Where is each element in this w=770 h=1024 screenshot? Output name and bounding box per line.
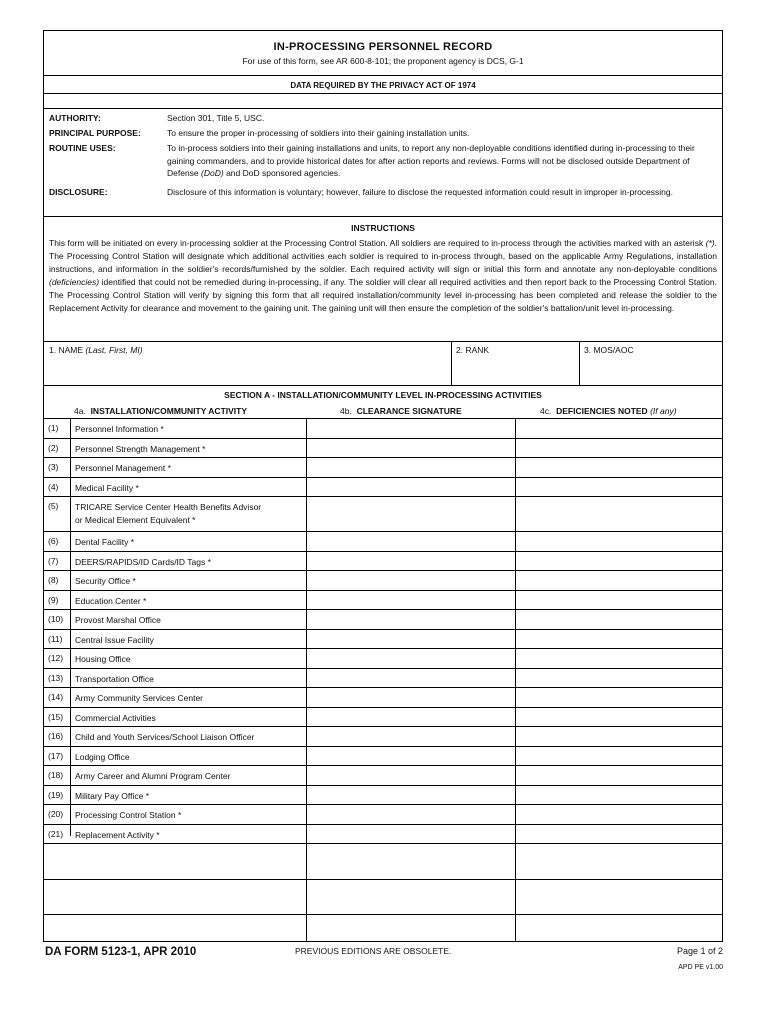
column-signature-header: 4b. CLEARANCE SIGNATURE [340, 406, 462, 416]
row-number: (6) [48, 536, 59, 546]
activity-name: Central Issue Facility [75, 634, 154, 645]
activity-name: Commercial Activities [75, 712, 156, 723]
row-number: (10) [48, 614, 64, 624]
divider [44, 216, 722, 217]
authority-label: AUTHORITY: [49, 113, 101, 123]
activity-name: Replacement Activity * [75, 829, 160, 840]
row-number: (4) [48, 481, 59, 492]
activity-name: Transportation Office [75, 673, 154, 684]
authority-text: Section 301, Title 5, USC. [167, 113, 265, 123]
table-row [44, 418, 722, 439]
table-row [44, 804, 722, 825]
name-field-label: 1. NAME (Last, First, MI) [49, 345, 143, 355]
table-row [44, 477, 722, 498]
activity-name: Education Center * [75, 595, 147, 606]
row-number: (7) [48, 555, 59, 566]
row-number: (17) [48, 750, 64, 761]
table-row [44, 707, 722, 728]
activity-name: Military Pay Office * [75, 790, 150, 801]
table-row [44, 457, 722, 478]
table-row [44, 668, 722, 689]
blank-row[interactable] [44, 914, 722, 950]
column-activity-header: 4a. INSTALLATION/COMMUNITY ACTIVITY [74, 406, 248, 416]
table-row [44, 438, 722, 459]
divider [579, 341, 580, 385]
activity-name: Processing Control Station * [75, 810, 182, 820]
table-row [44, 551, 722, 572]
form-id: DA FORM 5123-1, APR 2010 [45, 946, 197, 958]
activity-name: Security Office * [75, 576, 136, 586]
table-row [44, 726, 722, 747]
page-number: Page 1 of 2 [676, 946, 723, 956]
table-row [44, 531, 722, 552]
purpose-label: PRINCIPAL PURPOSE: [49, 128, 141, 138]
activity-name: Personnel Management * [75, 463, 171, 473]
activity-name: Army Community Services Center [75, 693, 204, 703]
table-row [44, 496, 722, 532]
version-label: APD PE v1.00 [678, 964, 723, 971]
row-number: (18) [48, 770, 64, 780]
row-number: (20) [48, 809, 64, 819]
activity-name: Lodging Office [75, 751, 130, 762]
row-number: (13) [48, 672, 64, 683]
row-number: (8) [48, 575, 59, 585]
form-border [43, 30, 723, 942]
table-row [44, 746, 722, 767]
blank-row[interactable] [44, 843, 722, 879]
instructions-heading: INSTRUCTIONS [351, 223, 415, 233]
row-number: (5) [48, 501, 59, 511]
activity-name: Medical Facility * [75, 482, 139, 493]
table-row [44, 765, 722, 786]
divider [44, 108, 722, 109]
activity-name: TRICARE Service Center Health Benefits Advisor or Medical Element Equivalent * [75, 502, 262, 525]
activity-name: Personnel Information * [75, 424, 164, 434]
obsolete-notice: PREVIOUS EDITIONS ARE OBSOLETE. [295, 946, 452, 956]
rank-field-label: 2. RANK [456, 345, 490, 355]
table-row [44, 687, 722, 708]
table-row [44, 609, 722, 630]
row-number: (1) [48, 423, 59, 433]
divider [451, 341, 452, 385]
row-number: (3) [48, 462, 59, 472]
instructions-text: This form will be initiated on every in-processing soldier at the Processing Control Station. All soldiers are required to in-process through the activities marked with an asterisk (*). The Processing Control Station will designate which additional activities each soldier is required to in-process through, based on the applicable Army Regulations, installation instructions, and information in the soldier's records/furnished by the soldier. Each required activity will sign or initial this form and annotate any non-deployable conditions (deficiencies) identified that could not be remedied during in-processing, if any. The soldier will clear all required activities and then report back to the Processing Control Station. The Processing Control Station will verify by signing this form that all required installation/community level in-processing has been completed and release the soldier to the Replacement Activity for clearance and movement to the gaining unit. The gaining unit will then ensure the completion of the soldier's battalion/unit level in-processing. [49, 238, 717, 313]
activity-name: DEERS/RAPIDS/ID Cards/ID Tags * [75, 556, 211, 567]
column-deficiencies-header: 4c. DEFICIENCIES NOTED (If any) [540, 406, 677, 416]
blank-row[interactable] [44, 879, 722, 915]
row-number: (16) [48, 731, 64, 741]
row-number: (9) [48, 594, 59, 605]
activity-name: Dental Facility * [75, 537, 135, 547]
divider [44, 341, 722, 342]
form-subtitle: For use of this form, see AR 600-8-101; the proponent agency is DCS, G-1 [242, 56, 524, 66]
table-row [44, 629, 722, 650]
table-row [44, 590, 722, 611]
purpose-text: To ensure the proper in-processing of soldiers into their gaining installation units. [167, 128, 470, 138]
row-number: (12) [48, 653, 64, 663]
row-number: (19) [48, 789, 64, 800]
routine-uses-label: ROUTINE USES: [49, 143, 116, 153]
row-number: (2) [48, 442, 59, 453]
table-row [44, 570, 722, 591]
row-number: (21) [48, 828, 64, 839]
table-row [44, 785, 722, 806]
activity-name: Personnel Strength Management * [75, 443, 206, 454]
section-a-heading: SECTION A - INSTALLATION/COMMUNITY LEVEL IN-PROCESSING ACTIVITIES [224, 390, 542, 400]
row-number: (15) [48, 711, 64, 722]
table-row [44, 648, 722, 669]
divider [44, 75, 722, 76]
mos-field-label: 3. MOS/AOC [584, 345, 634, 355]
form-title: IN-PROCESSING PERSONNEL RECORD [273, 41, 493, 53]
activity-name: Provost Marshal Office [75, 615, 161, 625]
divider [44, 93, 722, 94]
activity-name: Housing Office [75, 654, 131, 664]
activity-name: Child and Youth Services/School Liaison Officer [75, 732, 255, 742]
privacy-heading: DATA REQUIRED BY THE PRIVACY ACT OF 1974 [290, 81, 476, 90]
table-row [44, 824, 722, 845]
disclosure-label: DISCLOSURE: [49, 187, 108, 197]
row-number: (11) [48, 633, 63, 644]
activity-name: Army Career and Alumni Program Center [75, 771, 231, 781]
disclosure-text: Disclosure of this information is voluntary; however, failure to disclose the requested information could result in improper in-processing. [167, 187, 673, 197]
routine-uses-text: To in-process soldiers into their gaining installations and units, to report any non-deployable conditions identified during in-processing to their gaining commanders, and to provide historical dates for after action reports and reviews. Forms will not be disclosed outside Department of Defense (DoD) and DoD sponsored agencies. [167, 143, 695, 178]
row-number: (14) [48, 692, 64, 702]
divider [44, 385, 722, 386]
